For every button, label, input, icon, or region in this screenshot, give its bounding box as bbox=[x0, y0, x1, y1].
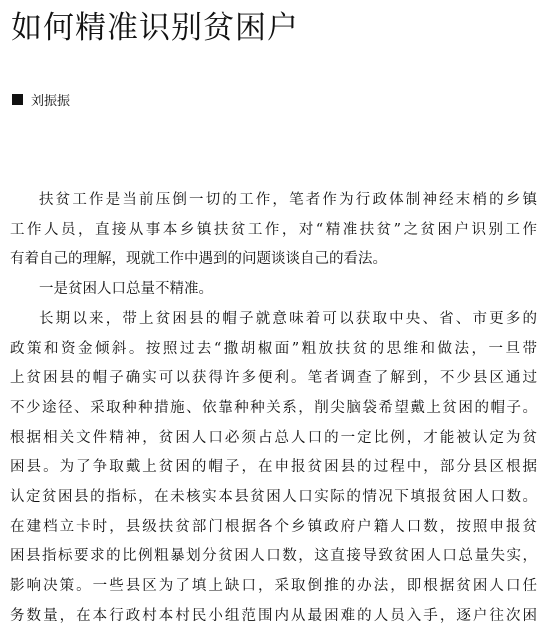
body-line: 工作人员，直接从事本乡镇扶贫工作，对“精准扶贫”之贫困户识别工作 bbox=[10, 221, 537, 238]
body-line: 困县。为了争取戴上贫困的帽子，在申报贫困县的过程中，部分县区根据 bbox=[10, 459, 537, 476]
body-line: 务数量，在本行政村本村民小组范围内从最困难的人员入手，逐户往次困 bbox=[10, 607, 537, 624]
body-line: 认定贫困县的指标，在未核实本县贫困人口实际的情况下填报贫困人口数。 bbox=[10, 489, 537, 506]
body-line: 困县指标要求的比例粗暴划分贫困人口数，这直接导致贫困人口总量失实， bbox=[10, 548, 537, 565]
body-line: 影响决策。一些县区为了填上缺口，采取倒推的办法，即根据贫困人口任 bbox=[10, 578, 537, 595]
body-line: 在建档立卡时，县级扶贫部门根据各个乡镇政府户籍人口数，按照申报贫 bbox=[10, 518, 537, 535]
body-line: 扶贫工作是当前压倒一切的工作，笔者作为行政体制神经末梢的乡镇 bbox=[39, 192, 537, 208]
body-line: 有着自己的理解，现就工作中遇到的问题谈谈自己的看法。 bbox=[10, 251, 387, 268]
author-marker-icon bbox=[12, 94, 23, 105]
author-name: 刘振振 bbox=[31, 94, 71, 109]
article-body bbox=[10, 186, 537, 632]
article-title: 如何精准识别贫困户 bbox=[11, 10, 299, 46]
byline bbox=[12, 90, 70, 109]
body-line: 长期以来，带上贫困县的帽子就意味着可以获取中央、省、市更多的 bbox=[39, 310, 537, 327]
body-line: 政策和资金倾斜。按照过去“撒胡椒面”粗放扶贫的思维和做法，一旦带 bbox=[10, 340, 537, 357]
body-line: 上贫困县的帽子确实可以获得许多便利。笔者调查了解到，不少县区通过 bbox=[10, 370, 537, 387]
body-line: 根据相关文件精神，贫困人口必须占总人口的一定比例，才能被认定为贫 bbox=[10, 429, 537, 446]
body-line: 不少途径、采取种种措施、依靠种种关系，削尖脑袋希望戴上贫困的帽子。 bbox=[10, 399, 537, 416]
body-line: 一是贫困人口总量不精准。 bbox=[39, 281, 213, 298]
